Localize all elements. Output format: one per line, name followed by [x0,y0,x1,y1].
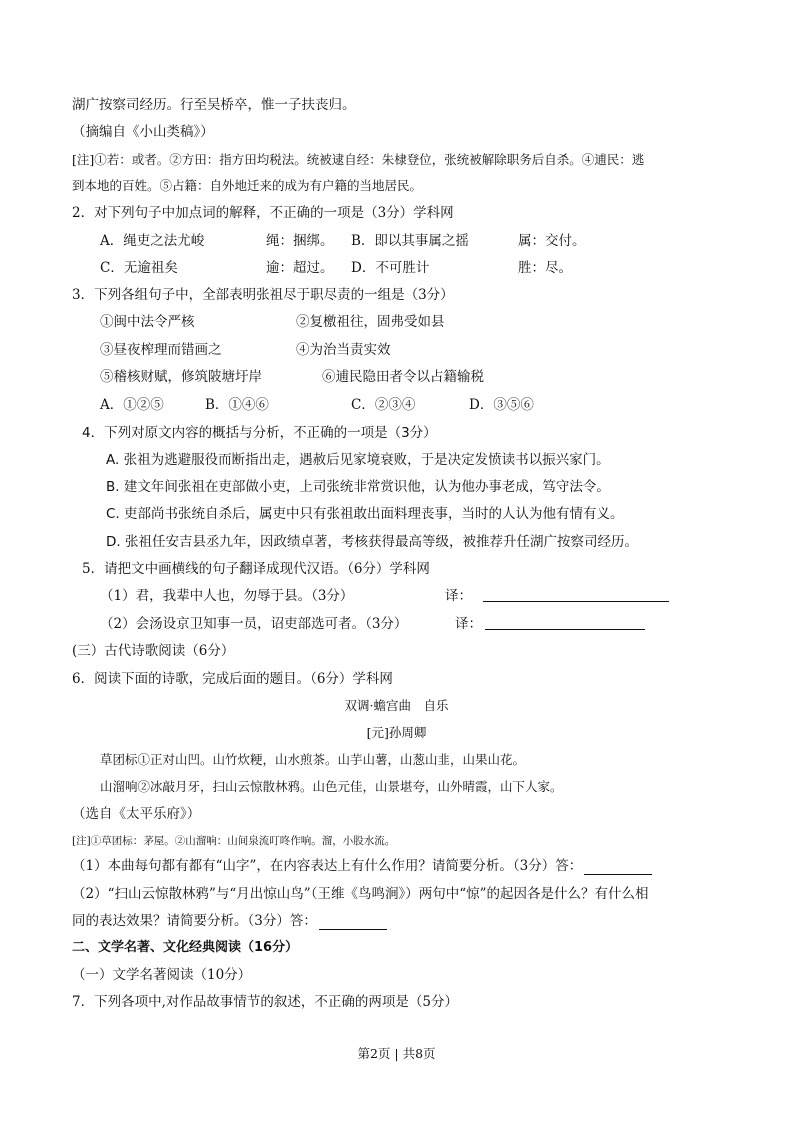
option-a: A. 张祖为逃避服役而断指出走，遇赦后见家境衰败，于是决定发愤读书以振兴家门。 [106,452,610,468]
sentence-2: ②复檄祖往，固弗受如县 [296,314,445,330]
poem-note: [注]①草团标：茅屋。②山溜响：山间泉流叮咚作响。溜，小股水流。 [72,835,396,847]
translation-prompt-1: （1）君，我辈中人也，勿辱于县。（3分） [100,588,354,604]
answer-blank-2[interactable] [485,615,645,630]
question-6-2: （2）“扫山云惊散林鸦”与“月出惊山鸟”（王维《鸟鸣涧》）两句中“惊”的起因各是什么？有什么相 [72,886,649,902]
question-4: 4．下列对原文内容的概括与分析，不正确的一项是（3分） [82,425,437,441]
section-heading: (三）古代诗歌阅读（6分） [72,643,235,659]
option-b: B．即以其事属之摇 [351,233,469,249]
option-c: C．②③④ [351,397,416,413]
answer-blank-4[interactable] [319,915,387,930]
question-6: 6．阅读下面的诗歌，完成后面的题目。（6分）学科网 [72,671,393,687]
sentence-6: ⑥逋民隐田者令以占籍输税 [322,369,484,385]
translation-row [100,587,472,605]
option-c: C．无逾祖矣 [100,260,178,276]
question-3: 3．下列各组句子中，全部表明张祖尽于职尽责的一组是（3分） [72,287,454,303]
option-c: C. 吏部尚书张统自杀后，属吏中只有张祖敢出面料理丧事，当时的人认为他有情有义。 [106,506,624,522]
option-d: D．不可胜计 [351,260,430,276]
translation-row [100,615,482,633]
option-d: D. 张祖任安吉县丞九年，因政绩卓著，考核获得最高等级，被推荐升任湖广按察司经历。 [106,534,638,550]
sentence-3: ③昼夜榨理而错画之 [100,342,222,358]
question-6-1 [72,857,652,875]
option-b: B. 建文年间张祖在吏部做小吏，上司张统非常赏识他，认为他办事老成，笃守法令。 [106,479,610,495]
answer-blank-3[interactable] [584,860,652,875]
option-d-gloss: 胜：尽。 [518,260,572,276]
option-b: B．①④⑥ [205,397,269,413]
poem-source: （选自《太平乐府》） [72,806,201,822]
translation-label-2: 译： [455,616,482,632]
question-5: 5．请把文中画横线的句子翻译成现代汉语。（6分）学科网 [82,561,430,577]
answer-blank-1[interactable] [483,587,669,602]
poem-line-1: 草团标①正对山凹。山竹炊粳，山水煎茶。山芋山薯，山葱山韭，山果山花。 [100,752,526,767]
question-6-1-text: （1）本曲每句都有都有“山字”，在内容表达上有什么作用？请简要分析。（3分）答： [72,858,583,874]
option-d: D．③⑤⑥ [469,397,534,413]
section-heading: （一）文学名著阅读（10分） [72,967,252,983]
question-6-2-cont [72,912,387,930]
sentence-1: ①闽中法令严核 [100,314,195,330]
poem-title: 双调·蟾宫曲 自乐 [344,698,449,713]
sentence-4: ④为治当责实效 [296,342,391,358]
annotation-line: 到本地的百姓。⑤占籍：自外地迁来的成为有户籍的当地居民。 [72,178,423,193]
translation-prompt-2: （2）会汤设京卫知事一员，诏吏部选可者。（3分） [100,616,408,632]
part-two-heading: 二、文学名著、文化经典阅读（16分） [72,940,299,955]
poem-author: [元]孙周卿 [366,725,427,740]
option-a: A．①②⑤ [100,397,164,413]
poem-line-2: 山溜响②冰敲月牙，扫山云惊散林鸦。山色元佳，山景堪夸，山外晴霞，山下人家。 [100,779,563,794]
option-a: A．绳吏之法尤峻 [100,233,205,249]
translation-label-1: 译： [445,588,472,604]
option-c-gloss: 逾：超过。 [266,260,334,276]
option-a-gloss: 绳：捆绑。 [266,233,334,249]
question-6-2-text: 同的表达效果？请简要分析。（3分）答： [72,913,317,929]
question-2: 2．对下列句子中加点词的解释，不正确的一项是（3分）学科网 [72,205,454,221]
option-b-gloss: 属：交付。 [518,233,586,249]
sentence-5: ⑤稽核财赋，修筑陂塘圩岸 [100,369,262,385]
passage-source: （摘编自《小山类稿》） [72,124,214,140]
page-footer: 第2页 | 共8页 [357,1046,436,1061]
passage-line: 湖广按察司经历。行至吴桥卒，惟一子扶丧归。 [72,97,356,113]
question-7: 7．下列各项中,对作品故事情节的叙述，不正确的两项是（5分） [72,994,458,1010]
annotation-line: [注]①若：或者。②方田：指方田均税法。统被逮自经：朱棣登位，张统被解除职务后自杀。④逋民：逃 [72,152,645,167]
